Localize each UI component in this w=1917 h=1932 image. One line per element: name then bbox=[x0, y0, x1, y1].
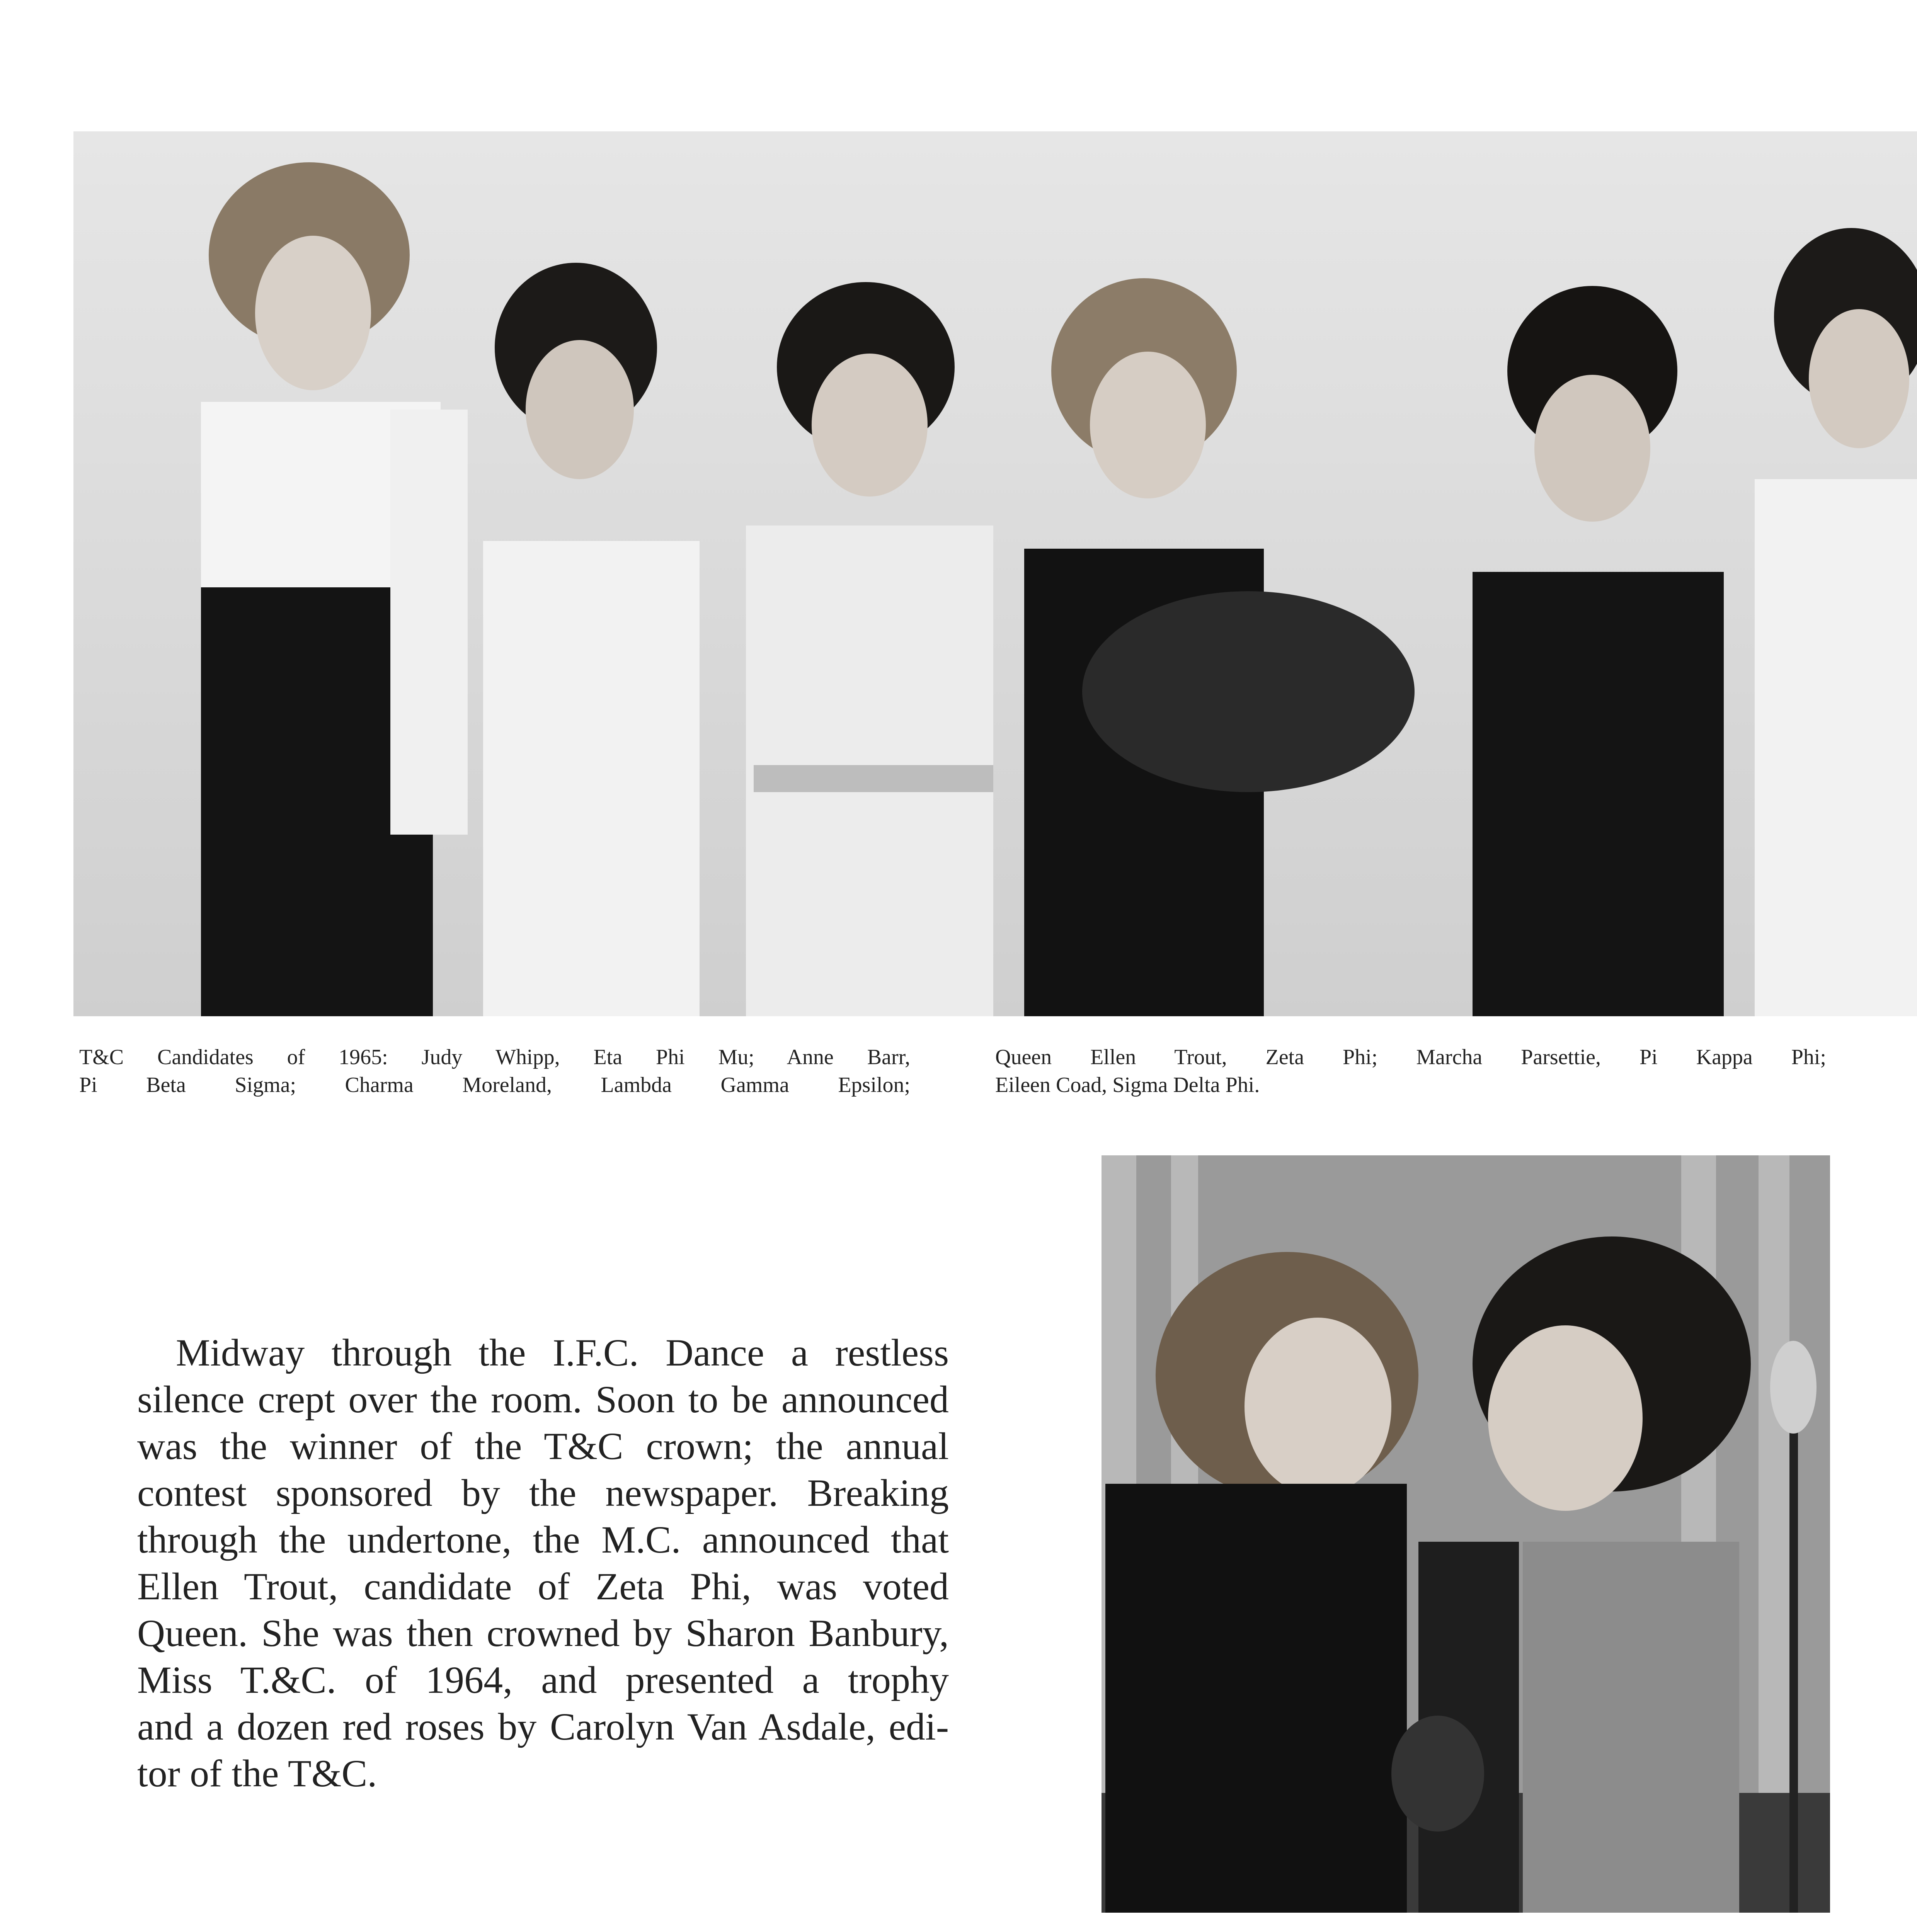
candidates-caption-right-line2: Eileen Coad, Sigma Delta Phi. bbox=[995, 1073, 1260, 1097]
article-line: Miss T.&C. of 1964, and presented a trophy bbox=[137, 1658, 949, 1701]
article-line: and a dozen red roses by Carolyn Van Asdale, edi- bbox=[137, 1705, 949, 1748]
candidates-caption-right bbox=[995, 1043, 1826, 1099]
article-line: was the winner of the T&C crown; the annual bbox=[137, 1425, 949, 1468]
article-line: tor of the T&C. bbox=[137, 1752, 377, 1795]
candidates-caption-left bbox=[79, 1043, 910, 1099]
candidates-caption-right-line1: Queen Ellen Trout, Zeta Phi; Marcha Parsettie, Pi Kappa Phi; bbox=[995, 1045, 1826, 1069]
article-line: contest sponsored by the newspaper. Breaking bbox=[137, 1471, 949, 1514]
candidates-photo bbox=[73, 131, 1917, 1016]
trophy-photo bbox=[1102, 1155, 1830, 1913]
trophy-photo-graphic bbox=[1102, 1155, 1830, 1913]
candidates-photo-graphic bbox=[73, 131, 1917, 1016]
candidate-figure-6 bbox=[1755, 228, 1917, 1016]
article-line: through the undertone, the M.C. announced that bbox=[137, 1518, 949, 1561]
article-line: Ellen Trout, candidate of Zeta Phi, was voted bbox=[137, 1565, 949, 1608]
candidates-caption-left-line1: T&C Candidates of 1965: Judy Whipp, Eta Phi Mu; Anne Barr, bbox=[79, 1045, 910, 1069]
article-text bbox=[137, 1329, 949, 1797]
article-line: silence crept over the room. Soon to be announced bbox=[137, 1378, 949, 1421]
candidates-caption-left-line2: Pi Beta Sigma; Charma Moreland, Lambda Gamma Epsilon; bbox=[79, 1073, 910, 1097]
article-line: Midway through the I.F.C. Dance a restless bbox=[176, 1331, 949, 1374]
article-line: Queen. She was then crowned by Sharon Banbury, bbox=[137, 1612, 949, 1655]
